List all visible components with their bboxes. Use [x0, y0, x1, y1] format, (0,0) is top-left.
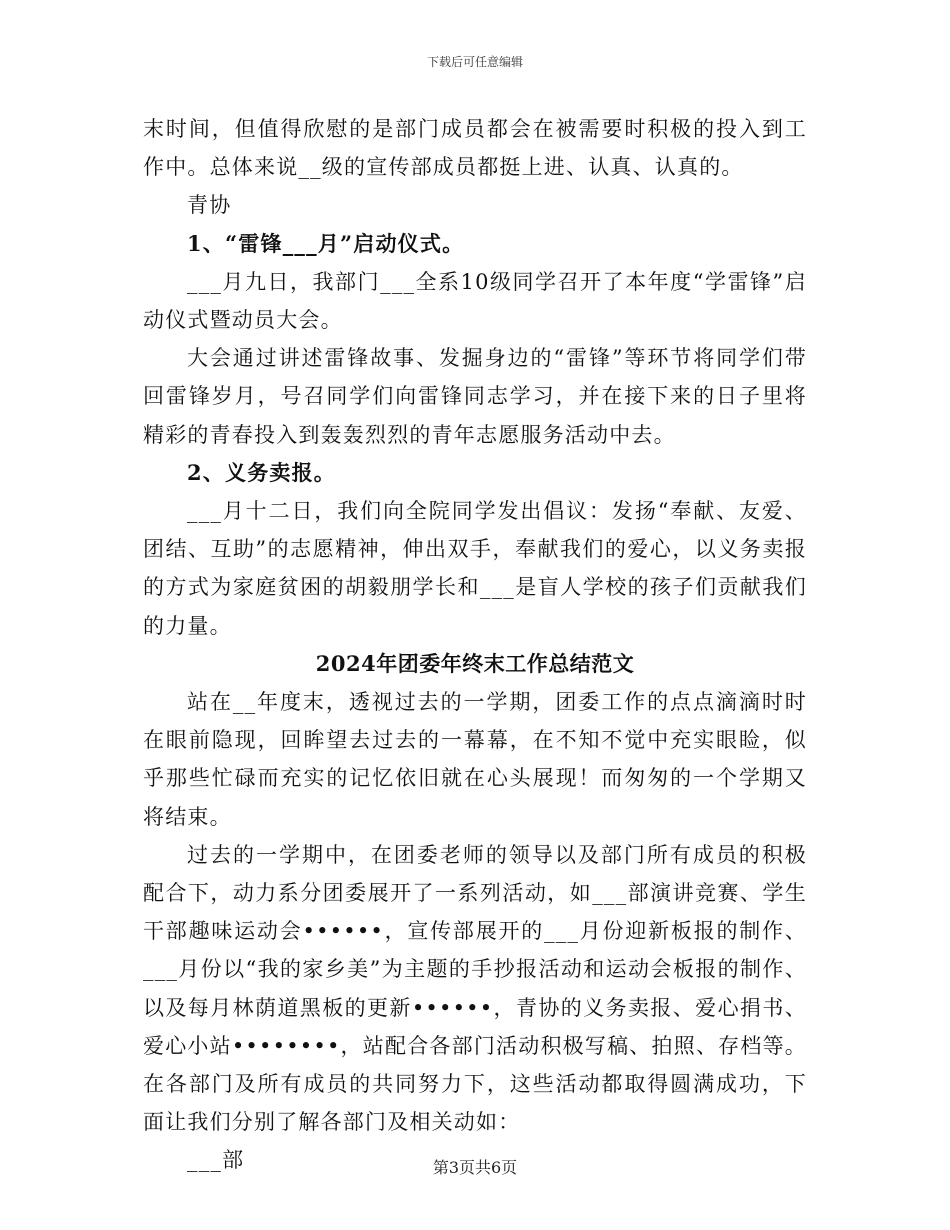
paragraph-leifeng-date: ___月九日，我部门___全系10级同学召开了本年度“学雷锋”启动仪式暨动员大会。	[143, 269, 807, 333]
paragraph-leifeng-detail: 大会通过讲述雷锋故事、发掘身边的“雷锋”等环节将同学们带回雷锋岁月，号召同学们向雷锋同志学习，并在接下来的日子里将精彩的青春投入到轰轰烈烈的青年志愿服务活动中去。	[143, 346, 807, 447]
page-footer: 第3页共6页	[432, 1158, 518, 1177]
document-body	[143, 110, 807, 1180]
paragraph-intro: 站在__年度末，透视过去的一学期，团委工作的点点滴滴时时在眼前隐现，回眸望去过去的一幕幕，在不知不觉中充实眼睑，似乎那些忙碌而充实的记忆依旧就在心头展现！而匆匆的一个学期又将结束。	[143, 690, 807, 829]
paragraph-newspaper: ___月十二日，我们向全院同学发出倡议：发扬“奉献、友爱、团结、互助”的志愿精神，伸出双手，奉献我们的爱心，以义务卖报的方式为家庭贫困的胡毅朋学长和___是盲人学校的孩子们贡献我们的力量。	[143, 499, 807, 638]
item-heading-newspaper: 2、义务卖报。	[187, 459, 337, 485]
page-header: 下载后可任意编辑	[426, 55, 523, 69]
section-title: 2024年团委年终末工作总结范文	[315, 650, 635, 676]
paragraph-continuation: 末时间，但值得欣慰的是部门成员都会在被需要时积极的投入到工作中。总体来说__级的宣传部成员都挺上进、认真、认真的。	[143, 117, 807, 180]
item-heading-leifeng: 1、“雷锋___月”启动仪式。	[187, 230, 465, 256]
paragraph-department: ___部	[187, 1148, 245, 1173]
section-label-qingxie: 青协	[187, 193, 232, 218]
paragraph-activities: 过去的一学期中，在团委老师的领导以及部门所有成员的积极配合下，动力系分团委展开了一系列活动，如___部演讲竞赛、学生干部趣味运动会••••••，宣传部展开的___月份迎新板报的制作、___月份以“我的家乡美”为主题的手抄报活动和运动会板报的制作、以及每月林荫道黑板的更新••••••，青协的义务卖报、爱心捐书、爱心小站••••••••，站配合各部门活动积极写稿、拍照、存档等。在各部门及所有成员的共同努力下，这些活动都取得圆满成功，下面让我们分别了解各部门及相关动如：	[143, 842, 807, 1135]
